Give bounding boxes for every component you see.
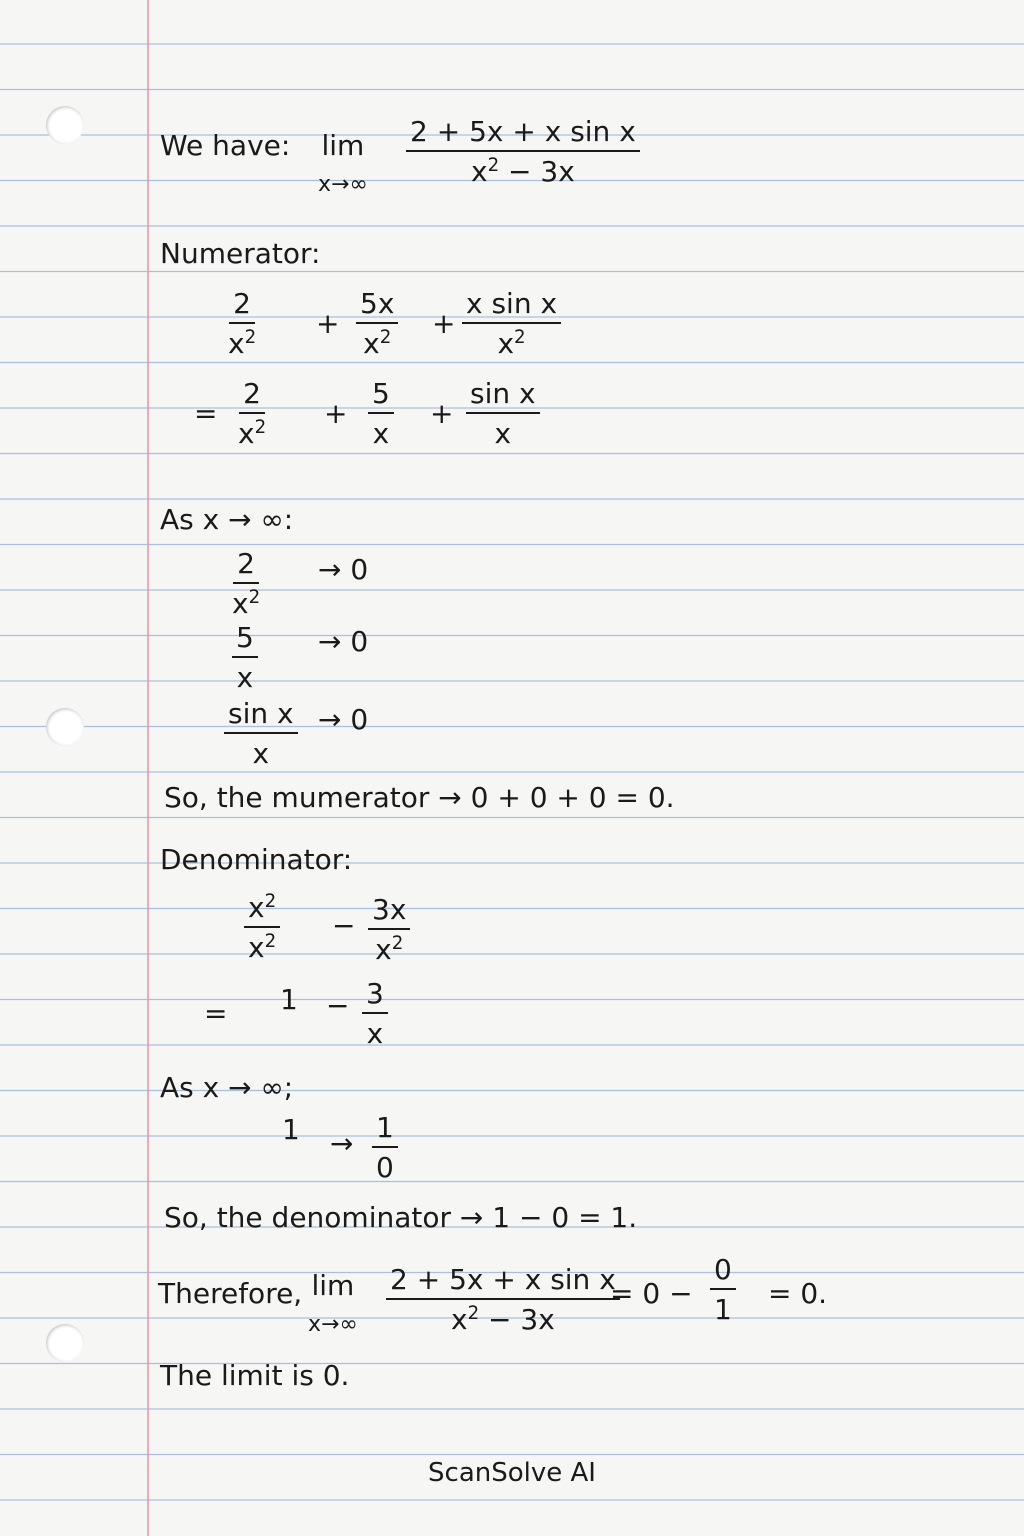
fraction-2-over-x2-b: $\frac{2}{x^2}$: [238, 377, 267, 450]
limit2-arrow: →: [330, 1127, 354, 1160]
binder-hole-middle: [46, 708, 84, 746]
equals-sign: =: [194, 397, 218, 430]
therefore-word: Therefore,: [158, 1277, 303, 1310]
limit-term-2: $\frac{5}{x}$: [232, 624, 258, 692]
one-term: 1: [280, 983, 298, 1016]
limit-result-3: → 0: [318, 703, 369, 736]
fraction-3x-over-x2: $\frac{3x}{x^2}$: [368, 896, 410, 964]
limit-result-1: → 0: [318, 553, 369, 586]
plus-sign: +: [316, 307, 340, 340]
limit-expression-2: lim x→∞: [308, 1269, 358, 1337]
fraction-5x-over-x2: $\frac{5x}{x^2}$: [356, 290, 398, 358]
fraction-3-over-x: $\frac{3}{x}$: [362, 980, 388, 1048]
denominator-conclusion: So, the denominator → 1 − 0 = 1.: [164, 1201, 638, 1234]
fraction-numerator: 2 + 5x + x sin x: [406, 118, 640, 152]
limit-term-3: $\frac{\text{sin x}}{x}$: [224, 700, 298, 768]
numerator-conclusion: So, the mumerator → 0 + 0 + 0 = 0.: [164, 781, 675, 814]
fraction-0-over-1: $\frac{0}{1}$: [710, 1256, 736, 1324]
limit2-left: 1: [282, 1113, 300, 1146]
limit-term-1: $\frac{2}{x^2}$: [232, 547, 261, 620]
fraction-1-over-0: $\frac{1}{0}$: [372, 1114, 398, 1182]
limit-result-2: → 0: [318, 625, 369, 658]
plus-sign: +: [430, 397, 454, 430]
minus-sign: −: [326, 989, 350, 1022]
as-x-to-infinity-2: As x → ∞;: [160, 1071, 294, 1104]
plus-sign: +: [432, 307, 456, 340]
footer-brand: ScanSolve AI: [428, 1458, 596, 1488]
equals-sign: =: [204, 997, 228, 1030]
intro-text: We have:: [160, 129, 291, 162]
binder-hole-bottom: [46, 1324, 84, 1362]
final-conclusion: The limit is 0.: [160, 1359, 350, 1392]
lim-subscript: x→∞: [318, 172, 368, 197]
fraction-denominator: $x^2 - 3x$: [470, 155, 575, 188]
fraction-x2-over-x2: $\frac{x^2}{x^2}$: [244, 894, 280, 962]
denominator-heading: Denominator:: [160, 843, 353, 876]
binder-hole-top: [46, 106, 84, 144]
limit-fraction-2: $\frac{\text{2 + 5x + x sin x}}{x^2 - 3x}$: [386, 1266, 620, 1334]
lim-word: lim: [321, 129, 365, 162]
numerator-heading: Numerator:: [160, 237, 321, 270]
minus-sign: −: [332, 909, 356, 942]
fraction-sinx-over-x: $\frac{\text{sin x}}{x}$: [466, 380, 540, 448]
limit-fraction-1: [406, 115, 640, 188]
fraction-xsinx-over-x2: $\frac{\text{x sin x}}{x^2}$: [462, 290, 561, 358]
therefore-end: = 0.: [768, 1277, 828, 1310]
as-x-to-infinity-1: As x → ∞:: [160, 503, 294, 536]
fraction-5-over-x: $\frac{5}{x}$: [368, 380, 394, 448]
therefore-mid: = 0 −: [610, 1277, 693, 1310]
plus-sign: +: [324, 397, 348, 430]
limit-expression-1: [318, 129, 368, 197]
fraction-2-over-x2: $\frac{2}{x^2}$: [228, 287, 257, 360]
